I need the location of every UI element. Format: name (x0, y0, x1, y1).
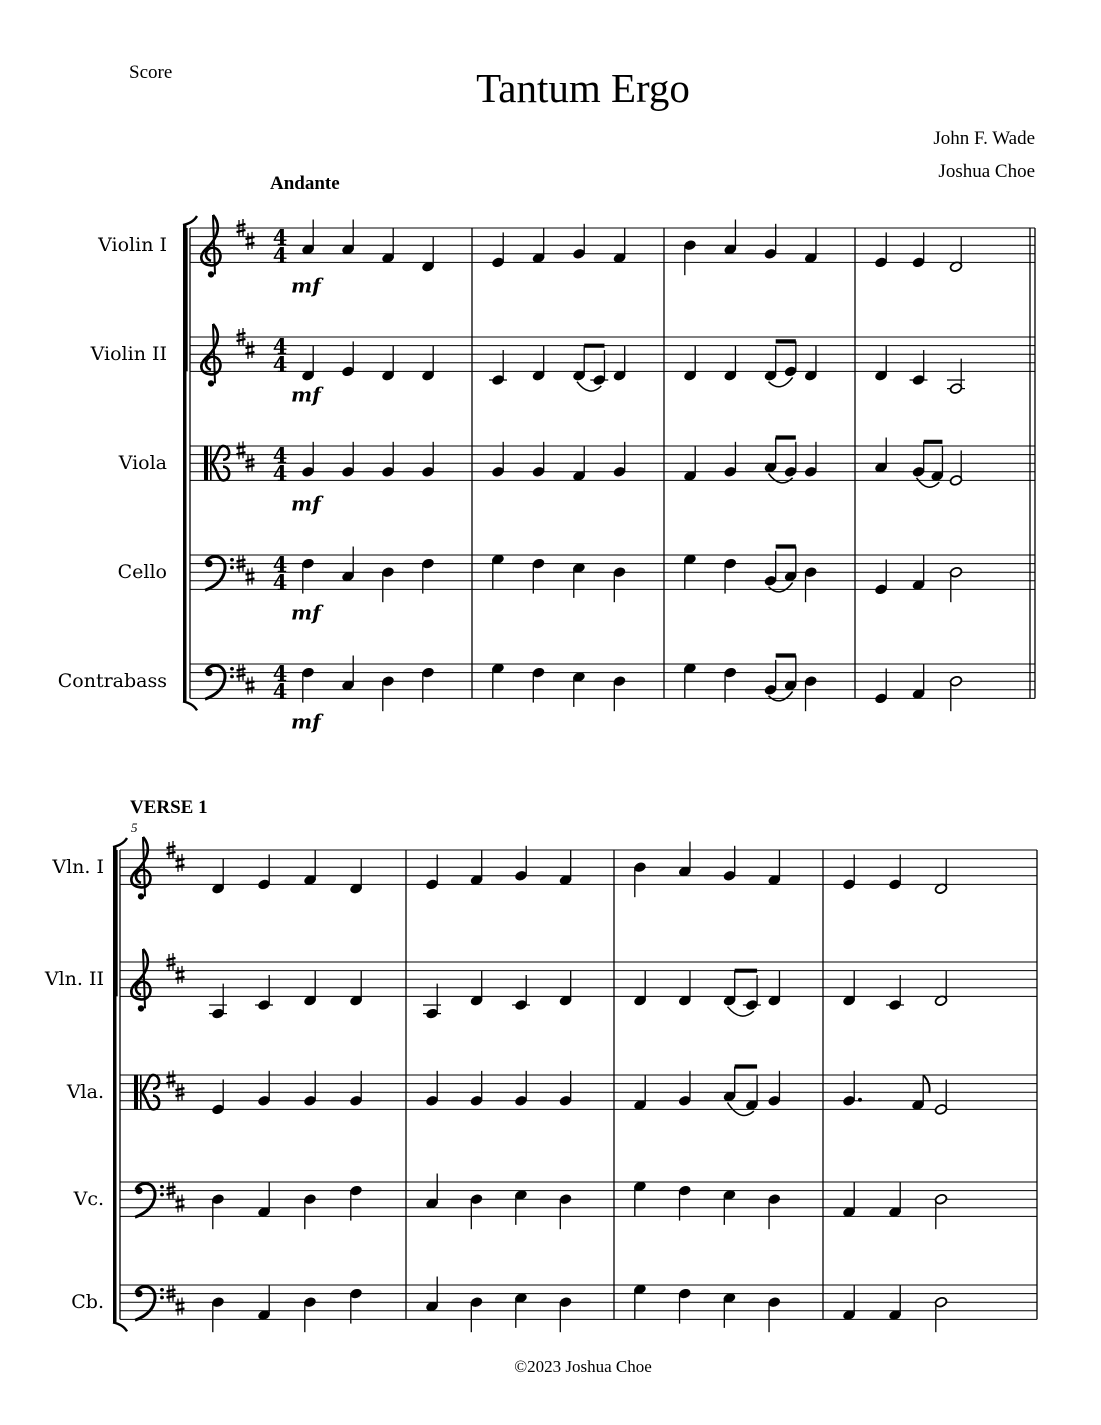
sharp-icon-bar-lower (237, 230, 246, 232)
system-bracket-bottom (113, 1322, 127, 1331)
arranger-credit: Joshua Choe (938, 161, 1035, 182)
sharp-icon-bar-lower (167, 852, 176, 854)
treble-clef-tail (138, 893, 144, 899)
sharp-icon-bar-lower (237, 675, 246, 677)
bass-clef-dot-lower (230, 675, 234, 679)
bass-clef-dot-upper (230, 558, 234, 562)
sharp-icon-bar-lower (176, 977, 185, 979)
sharp-icon-bar-upper (167, 1075, 176, 1077)
sharp-icon-bar-lower (176, 865, 185, 867)
sharp-icon-bar-upper (246, 346, 255, 348)
treble-clef-icon (201, 215, 220, 265)
sharp-icon-bar-lower (237, 452, 246, 454)
sharp-icon-bar-upper (237, 333, 246, 335)
sharp-icon-bar-upper (246, 459, 255, 461)
sharp-icon-bar-upper (167, 1187, 176, 1189)
sharp-icon-bar-upper (246, 237, 255, 239)
alto-clef-bar (210, 446, 212, 480)
sharp-icon-bar-upper (176, 1088, 185, 1090)
sharp-icon-bar-lower (167, 1193, 176, 1195)
system-bracket-top (113, 838, 127, 847)
treble-clef-tail (138, 1005, 144, 1011)
time-signature-denominator: 4 (272, 570, 288, 595)
time-signature-numerator: 4 (272, 552, 288, 577)
instrument-label: Vln. II (44, 968, 104, 991)
time-signature-denominator: 4 (272, 243, 288, 268)
sharp-icon-bar-upper (167, 846, 176, 848)
composer-credit: John F. Wade (933, 128, 1035, 149)
sharp-icon-bar-lower (237, 339, 246, 341)
instrument-label: Vla. (66, 1081, 104, 1104)
sharp-icon-bar-upper (167, 958, 176, 960)
sharp-icon-bar-upper (176, 859, 185, 861)
bass-clef-dot (205, 669, 212, 676)
sharp-icon-bar-lower (246, 688, 255, 690)
bass-clef-dot-lower (160, 1296, 164, 1300)
bass-clef-dot-lower (230, 566, 234, 570)
instrument-label: Cb. (71, 1291, 104, 1314)
treble-clef-tail (208, 380, 214, 386)
note-dot (858, 1098, 862, 1102)
sharp-icon-bar-upper (176, 971, 185, 973)
sharp-icon-bar-lower (246, 465, 255, 467)
system-bracket (183, 225, 187, 701)
dynamic-marking: mf (291, 491, 321, 516)
sharp-icon-bar-lower (176, 1206, 185, 1208)
sharp-icon-bar-lower (167, 1081, 176, 1083)
instrument-label: Violin I (98, 234, 167, 257)
instrument-label: Vc. (73, 1188, 104, 1211)
sharp-icon-bar-lower (246, 579, 255, 581)
treble-clef-tail (208, 271, 214, 277)
sharp-icon-bar-upper (237, 446, 246, 448)
system-bracket-top (183, 216, 197, 225)
sharp-icon-bar-lower (167, 1296, 176, 1298)
sharp-icon-bar-upper (237, 224, 246, 226)
treble-clef-icon (131, 949, 150, 999)
sharp-icon-bar-lower (176, 1309, 185, 1311)
measure-number: 5 (131, 820, 138, 835)
sharp-icon-bar-upper (246, 573, 255, 575)
instrument-label: Violin II (90, 343, 167, 366)
instrument-label: Vln. I (52, 856, 104, 879)
treble-clef-icon (131, 837, 150, 887)
sharp-icon-bar-lower (167, 964, 176, 966)
time-signature-denominator: 4 (272, 352, 288, 377)
copyright-notice: ©2023 Joshua Choe (514, 1357, 652, 1376)
alto-clef-icon (134, 1075, 138, 1109)
dynamic-marking: mf (291, 709, 321, 734)
sharp-icon-bar-lower (176, 1094, 185, 1096)
bass-clef-dot-lower (160, 1193, 164, 1197)
treble-clef-icon (201, 324, 220, 374)
tempo-marking: Andante (270, 173, 340, 194)
bass-clef-dot (135, 1187, 142, 1194)
time-signature-numerator: 4 (272, 661, 288, 686)
bass-clef-dot-upper (160, 1288, 164, 1292)
sharp-icon-bar-upper (237, 560, 246, 562)
time-signature-denominator: 4 (272, 679, 288, 704)
sharp-icon-bar-upper (167, 1290, 176, 1292)
time-signature-numerator: 4 (272, 443, 288, 468)
sharp-icon-bar-upper (246, 682, 255, 684)
bass-clef-dot-upper (160, 1185, 164, 1189)
sharp-icon-bar-upper (176, 1200, 185, 1202)
instrument-label: Viola (118, 452, 167, 475)
time-signature-numerator: 4 (272, 334, 288, 359)
time-signature-numerator: 4 (272, 225, 288, 250)
system-bracket-bottom (183, 701, 197, 710)
bass-clef-dot-upper (230, 667, 234, 671)
sharp-icon-bar-lower (246, 352, 255, 354)
score-label: Score (129, 62, 173, 83)
instrument-label: Contrabass (57, 670, 167, 693)
rehearsal-mark: VERSE 1 (130, 797, 208, 818)
time-signature-denominator: 4 (272, 461, 288, 486)
system-bracket (113, 847, 117, 1322)
bass-clef-dot (205, 560, 212, 567)
piece-title: Tantum Ergo (476, 65, 690, 111)
sharp-icon-bar-upper (237, 669, 246, 671)
alto-clef-icon (204, 446, 208, 480)
sharp-icon-bar-lower (246, 243, 255, 245)
dynamic-marking: mf (291, 382, 321, 407)
alto-clef-bar (140, 1075, 142, 1109)
dynamic-marking: mf (291, 273, 321, 298)
bass-clef-dot (135, 1290, 142, 1297)
sharp-icon-bar-upper (176, 1303, 185, 1305)
sharp-icon-bar-lower (237, 566, 246, 568)
instrument-label: Cello (117, 561, 167, 584)
dynamic-marking: mf (291, 600, 321, 625)
